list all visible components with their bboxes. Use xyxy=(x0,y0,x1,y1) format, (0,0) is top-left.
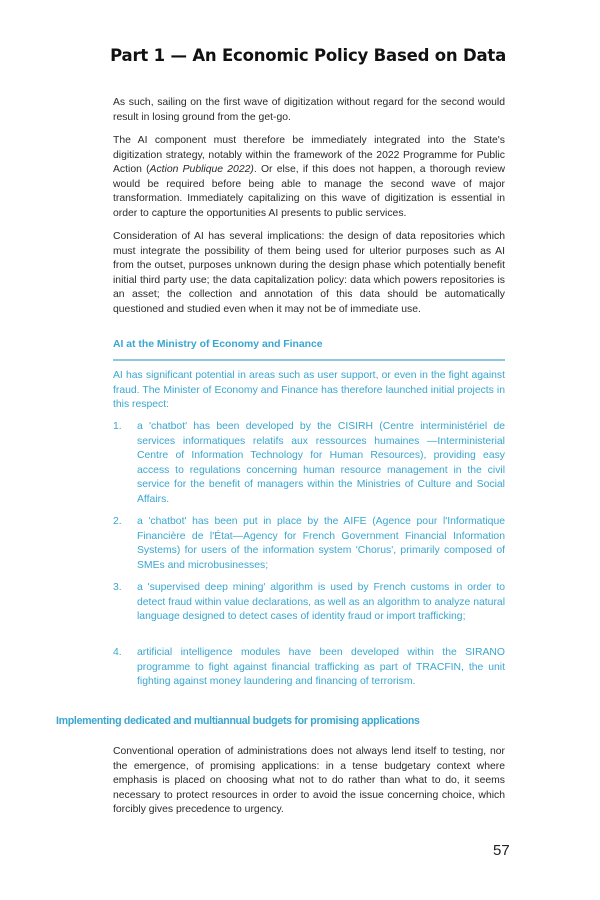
list-item xyxy=(113,515,505,573)
list-text: a 'chatbot' has been developed by the CISIRH (Centre interministériel de services informatiques relatifs aux ressources humaines —Interministerial Centre of Information Technology for Human Resources), providing easy access to regulations concerning human resource management in the civil service for the benefit of managers within the Ministries of Culture and Social Affairs. xyxy=(137,421,505,505)
list-text: artificial intelligence modules have been developed within the SIRANO programme to fight against financial trafficking as part of TRACFIN, the unit fighting against money laundering and financing of terrorism. xyxy=(137,647,505,688)
list-number: 2. xyxy=(113,516,122,527)
list-number: 3. xyxy=(113,582,122,593)
paragraph-3: Consideration of AI has several implications: the design of data repositories which must integrate the possibility of them being used for ulterior purposes such as AI from the outset, purposes unknown during the design phase which potentially benefit initial third party use; the data capitalization policy: data which powers repositories is an asset; the collection and annotation of this data should be automatically questioned and studied even when it may not be of immediate use. xyxy=(113,231,505,315)
list-item xyxy=(113,581,505,625)
list-item xyxy=(113,646,505,690)
paragraph-1: As such, sailing on the first wave of digitization without regard for the second would result in losing ground from the get-go. xyxy=(113,97,505,123)
box-heading-rule xyxy=(113,359,505,361)
box-heading: AI at the Ministry of Economy and Finance xyxy=(113,339,323,350)
list-item xyxy=(113,420,505,508)
paragraph-2-italic: Action Publique 2022) xyxy=(149,164,254,176)
subsection-heading: Implementing dedicated and multiannual budgets for promising applications xyxy=(56,715,420,727)
page-title: Part 1 — An Economic Policy Based on Data xyxy=(110,46,506,65)
box-intro: AI has significant potential in areas such as user support, or even in the fight against fraud. The Minister of Economy and Finance has therefore launched initial projects in this respect: xyxy=(113,370,505,411)
paragraph-2-end: . Or else, if this does not happen, a thorough review would be required before being able to manage the second wave of major transformation. Immediately capitalizing on this wave of digitization is essential in order to capture the opportunities AI presents to public services. xyxy=(113,164,505,219)
page-number: 57 xyxy=(493,842,510,859)
subsection-paragraph: Conventional operation of administrations does not always lend itself to testing, nor the emergence, of promising applications: in a tense budgetary context where emphasis is placed on choosing what not to do rather than what to do, it seems necessary to protect resources in order to avoid the issue concerning choice, which forcibly gives precedence to urgency. xyxy=(113,746,505,816)
paragraph-2 xyxy=(113,134,505,222)
list-number: 4. xyxy=(113,647,122,658)
list-number: 1. xyxy=(113,421,122,432)
list-text: a 'supervised deep mining' algorithm is used by French customs in order to detect fraud within value declarations, as well as an algorithm to analyze natural language designed to detect cases of identity fraud or import trafficking; xyxy=(137,582,505,623)
paragraph-2-start: The AI component must therefore be immediately integrated into the State's digitization strategy, notably within the framework of the 2022 Programme for Public Action ( xyxy=(113,135,505,176)
list-text: a 'chatbot' has been put in place by the AIFE (Agence pour l'Informatique Financière de l'État—Agency for French Government Financial Information Systems) for users of the information system 'Chorus', primarily composed of SMEs and microbusinesses; xyxy=(137,516,505,571)
